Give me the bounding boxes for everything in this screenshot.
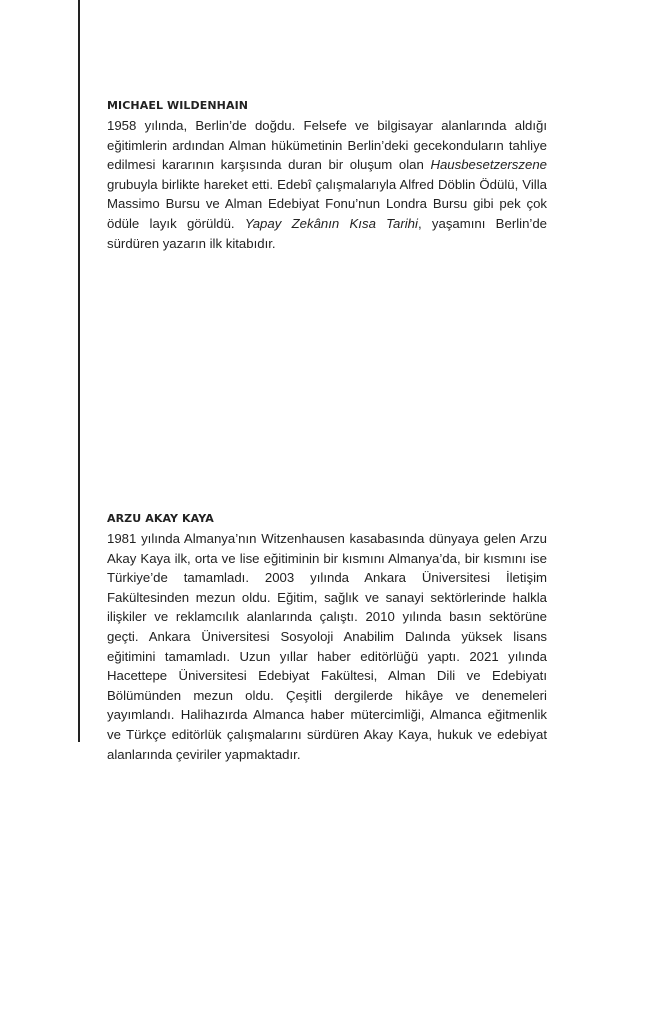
translator-name: ARZU AKAY KAYA — [107, 512, 214, 525]
book-title: Yapay Zekânın Kısa Tarihi — [244, 215, 418, 231]
translator-bio — [107, 511, 547, 764]
author-name: MICHAEL WILDENHAIN — [107, 99, 249, 112]
author-bio-text — [107, 116, 547, 253]
page-binding-edge — [78, 0, 80, 742]
bio-text-part: , yaşamını Berlin’de sürdüren yazarın ilk kitabıdır. — [107, 215, 547, 251]
bio-italic-term: Hausbesetzerszene — [430, 157, 547, 173]
translator-bio-text: 1981 yılında Almanya’nın Witzenhausen kasabasında dünyaya gelen Arzu Akay Kaya ilk, orta ve lise eğitiminin bir kısmını Almanya’da, bir kısmını ise Türkiye’de tamamladı. 2003 yılında Ankara Üniversitesi İletişim Fakültesinden mezun oldu. Eğitim, sağlık ve sanayi sektörlerinde halkla ilişkiler ve reklamcılık alanlarında çalıştı. 2010 yılında basın sektörüne geçti. Ankara Üniversitesi Sosyoloji Anabilim Dalında yüksek lisans eğitimini tamamladı. Uzun yıllar haber editörlüğü yaptı. 2021 yılında Hacettepe Üniversitesi Edebiyat Fakültesi, Alman Dili ve Edebiyatı Bölümünden mezun oldu. Çeşitli dergilerde hikâye ve denemeleri yayımlandı. Halihazırda Almanca haber mütercimliği, Almanca eğitmenlik ve Türkçe editörlük çalışmalarını sürdüren Akay Kaya, hukuk ve edebiyat alanlarında çeviriler yapmaktadır. — [107, 531, 547, 762]
author-bio — [107, 98, 547, 253]
bio-text-part: grubuyla birlikte hareket etti. Edebî çalışmalarıyla Alfred Döblin Ödülü, Villa Massimo Bursu ve Alman Edebiyat Fonu’nun Londra Bursu gibi pek çok ödüle layık görüldü. — [107, 176, 547, 231]
bio-text-part: 1958 yılında, Berlin’de doğdu. Felsefe ve bilgisayar alanlarında aldığı eğitimlerin ardından Alman hükümetinin Berlin’deki gecekonduların tahliye edilmesi kararının karşısında duran bir oluşum olan — [107, 118, 547, 173]
